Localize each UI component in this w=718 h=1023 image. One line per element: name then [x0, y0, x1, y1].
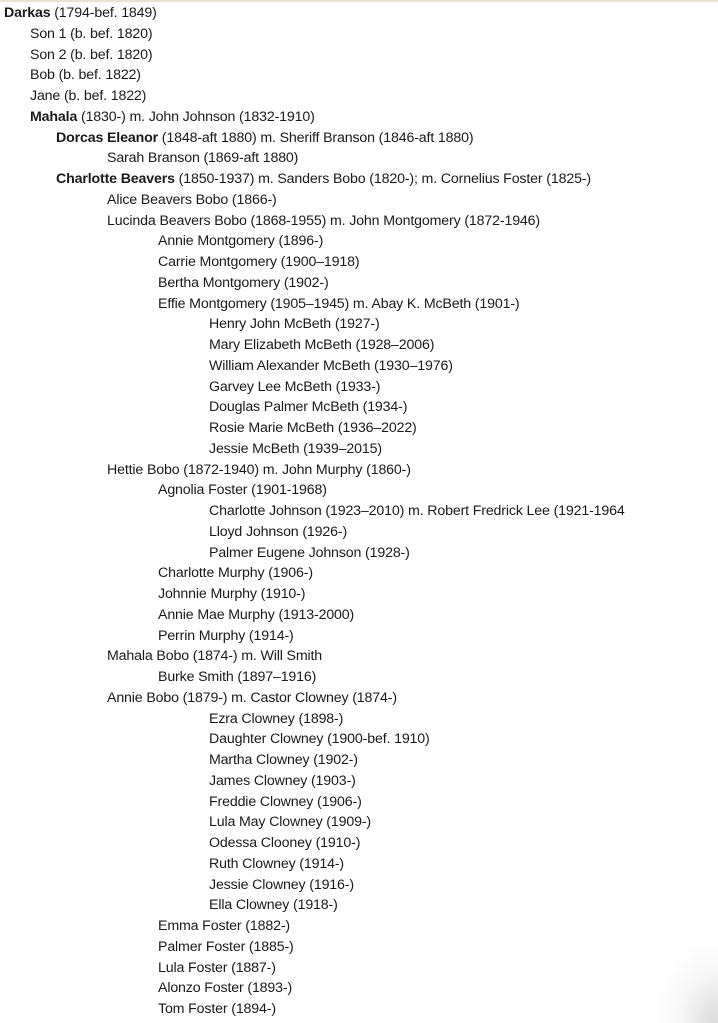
tree-entry — [0, 626, 718, 647]
person-detail: Sarah Branson (1869-aft 1880) — [107, 150, 299, 167]
tree-entry — [0, 667, 718, 688]
tree-entry — [0, 128, 718, 149]
person-detail: Odessa Clooney (1910-) — [209, 835, 361, 851]
tree-entry — [0, 937, 718, 958]
person-detail: Ezra Clowney (1898-) — [209, 710, 344, 727]
person-detail: Palmer Foster (1885-) — [158, 938, 294, 955]
person-detail: Carrie Montgomery (1900–1918) — [158, 254, 360, 270]
person-detail: Douglas Palmer McBeth (1934-) — [209, 399, 408, 416]
tree-entry — [0, 646, 718, 667]
tree-entry — [0, 45, 718, 66]
person-detail: Martha Clowney (1902-) — [209, 752, 358, 768]
tree-entry — [0, 875, 718, 896]
tree-entry — [0, 958, 718, 979]
person-name: Mahala — [30, 108, 78, 125]
person-detail: Son 1 (b. bef. 1820) — [30, 25, 153, 42]
tree-entry — [0, 148, 718, 169]
tree-entry — [0, 86, 718, 107]
tree-entry — [0, 605, 718, 626]
tree-entry — [0, 211, 718, 232]
person-detail: Freddie Clowney (1906-) — [209, 793, 362, 810]
tree-entry — [0, 439, 718, 460]
tree-entry — [0, 252, 718, 273]
person-detail: Alice Beavers Bobo (1866-) — [107, 191, 277, 208]
person-detail: Lucinda Beavers Bobo (1868-1955) m. John Montgomery (1872-1946) — [107, 212, 540, 229]
descendant-tree — [0, 3, 718, 1020]
person-name: Dorcas Eleanor — [56, 129, 158, 146]
person-detail: Garvey Lee McBeth (1933-) — [209, 378, 381, 395]
tree-entry — [0, 771, 718, 792]
person-detail: Lloyd Johnson (1926-) — [209, 523, 348, 540]
tree-entry — [0, 231, 718, 252]
tree-entry — [0, 895, 718, 916]
person-detail: Emma Foster (1882-) — [158, 918, 290, 934]
person-detail: Annie Mae Murphy (1913-2000) — [158, 606, 355, 623]
tree-entry — [0, 294, 718, 315]
tree-entry — [0, 792, 718, 813]
person-detail: James Clowney (1903-) — [209, 772, 356, 789]
person-detail: William Alexander McBeth (1930–1976) — [209, 357, 453, 374]
person-detail: Palmer Eugene Johnson (1928-) — [209, 544, 410, 561]
tree-entry — [0, 812, 718, 833]
person-detail: Burke Smith (1897–1916) — [158, 669, 317, 685]
person-detail: Charlotte Murphy (1906-) — [158, 565, 313, 582]
person-detail: Hettie Bobo (1872-1940) m. John Murphy (1860-) — [107, 461, 411, 478]
person-name: Darkas — [4, 5, 51, 21]
person-detail: Annie Bobo (1879-) m. Castor Clowney (1874-) — [107, 689, 397, 706]
person-detail: Johnnie Murphy (1910-) — [158, 586, 306, 602]
person-detail: Ruth Clowney (1914-) — [209, 855, 344, 872]
tree-entry — [0, 65, 718, 86]
tree-entry — [0, 418, 718, 439]
person-detail: Bertha Montgomery (1902-) — [158, 274, 329, 291]
person-detail: (1794-bef. 1849) — [50, 5, 157, 21]
tree-entry — [0, 522, 718, 543]
tree-entry — [0, 480, 718, 501]
tree-entry — [0, 543, 718, 564]
tree-entry — [0, 314, 718, 335]
person-detail: Alonzo Foster (1893-) — [158, 980, 293, 997]
tree-entry — [0, 833, 718, 854]
tree-entry — [0, 978, 718, 999]
tree-entry — [0, 854, 718, 875]
tree-entry — [0, 709, 718, 730]
top-border — [0, 0, 718, 2]
person-detail: Bob (b. bef. 1822) — [30, 67, 141, 84]
person-detail: Mary Elizabeth McBeth (1928–2006) — [209, 337, 435, 353]
person-detail: Ella Clowney (1918-) — [209, 897, 338, 914]
person-detail: Charlotte Johnson (1923–2010) m. Robert Fredrick Lee (1921-1964 — [209, 503, 625, 519]
tree-entry — [0, 335, 718, 356]
tree-entry — [0, 584, 718, 605]
tree-entry — [0, 107, 718, 128]
tree-entry — [0, 190, 718, 211]
tree-entry — [0, 273, 718, 294]
tree-entry — [0, 999, 718, 1020]
tree-entry — [0, 397, 718, 418]
person-detail: (1848-aft 1880) m. Sheriff Branson (1846-aft 1880) — [158, 129, 474, 146]
person-name: Charlotte Beavers — [56, 171, 175, 187]
person-detail: Son 2 (b. bef. 1820) — [30, 46, 153, 63]
person-detail: Mahala Bobo (1874-) m. Will Smith — [107, 648, 323, 665]
person-detail: Jessie Clowney (1916-) — [209, 876, 354, 893]
person-detail: Annie Montgomery (1896-) — [158, 233, 324, 250]
tree-entry — [0, 563, 718, 584]
person-detail: Perrin Murphy (1914-) — [158, 627, 294, 644]
person-detail: (1850-1937) m. Sanders Bobo (1820-); m. Cornelius Foster (1825-) — [174, 171, 591, 187]
tree-entry — [0, 460, 718, 481]
tree-entry — [0, 24, 718, 45]
person-detail: Jessie McBeth (1939–2015) — [209, 440, 382, 457]
tree-entry — [0, 169, 718, 190]
tree-entry — [0, 356, 718, 377]
person-detail: Rosie Marie McBeth (1936–2022) — [209, 420, 417, 436]
tree-entry — [0, 729, 718, 750]
person-detail: Lula May Clowney (1909-) — [209, 814, 371, 831]
person-detail: Lula Foster (1887-) — [158, 959, 276, 976]
person-detail: Henry John McBeth (1927-) — [209, 316, 380, 333]
person-detail: Effie Montgomery (1905–1945) m. Abay K. McBeth (1901-) — [158, 295, 520, 312]
tree-entry — [0, 750, 718, 771]
tree-entry — [0, 377, 718, 398]
tree-entry — [0, 688, 718, 709]
tree-entry — [0, 501, 718, 522]
person-detail: (1830-) m. John Johnson (1832-1910) — [77, 108, 315, 125]
tree-entry — [0, 3, 718, 24]
person-detail: Agnolia Foster (1901-1968) — [158, 482, 327, 499]
person-detail: Daughter Clowney (1900-bef. 1910) — [209, 731, 430, 748]
person-detail: Tom Foster (1894-) — [158, 1001, 276, 1017]
person-detail: Jane (b. bef. 1822) — [30, 88, 147, 104]
tree-entry — [0, 916, 718, 937]
